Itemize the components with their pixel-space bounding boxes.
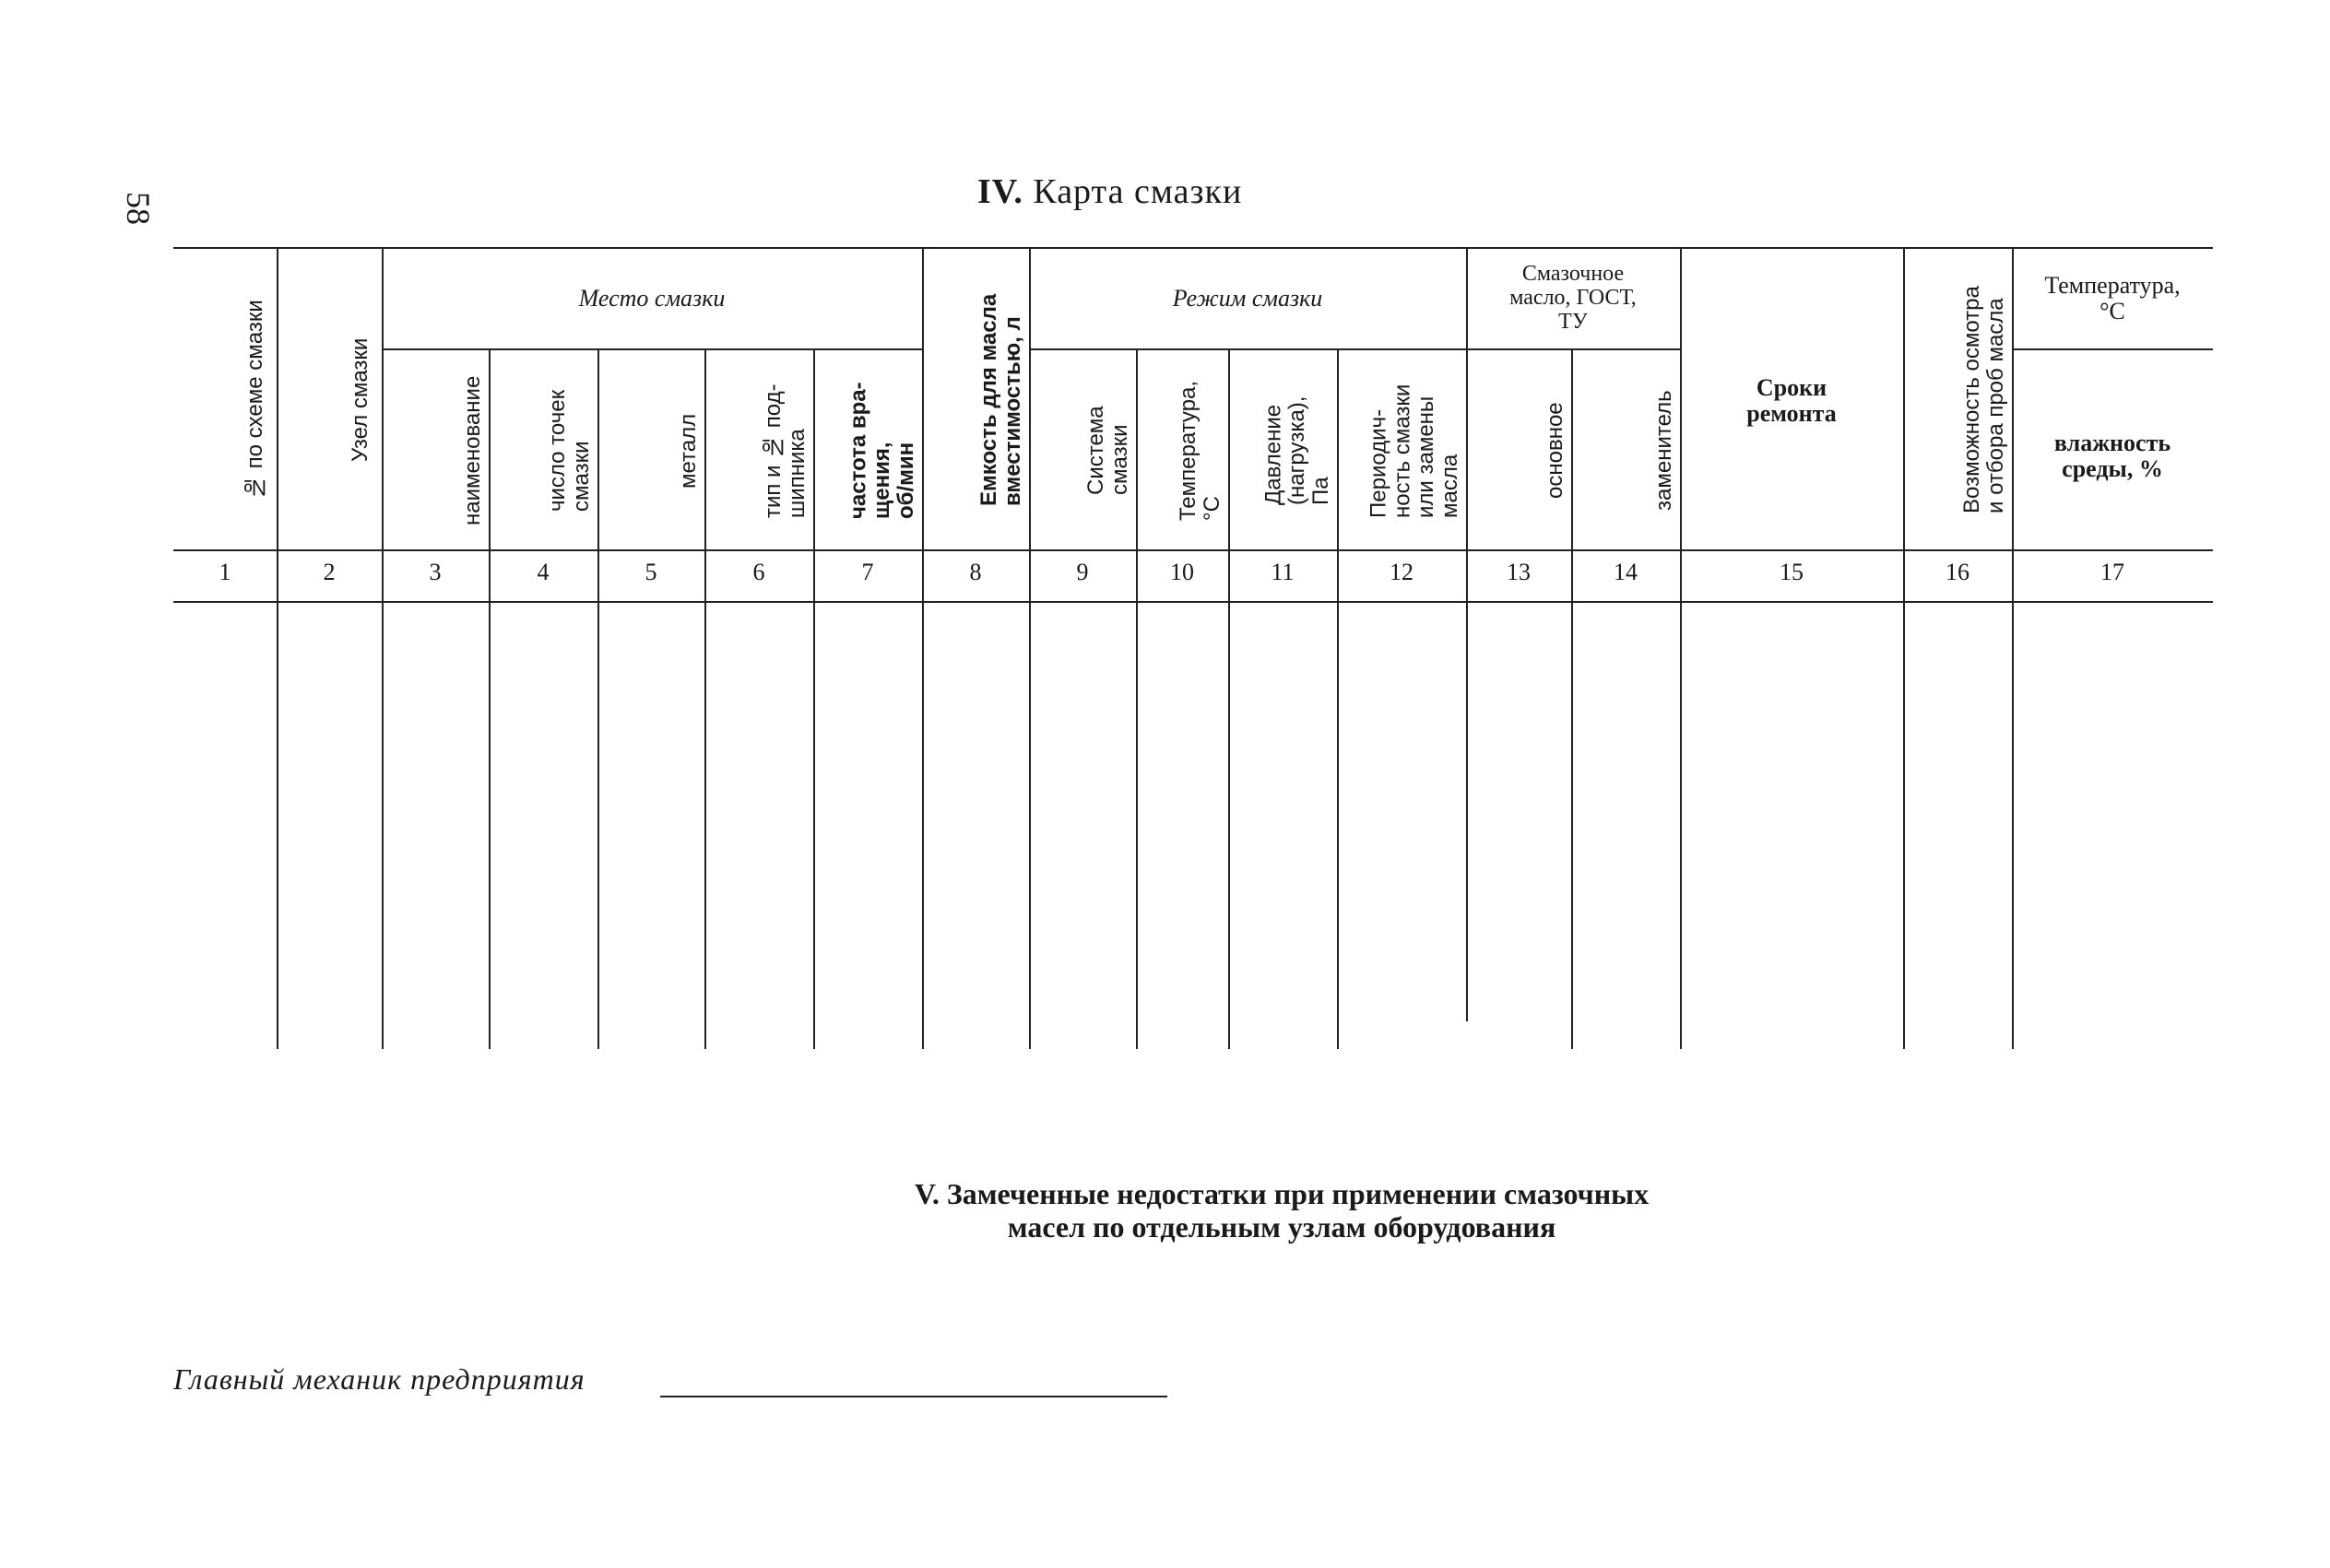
column-number-13: 13 <box>1507 559 1531 585</box>
section5-title <box>682 1178 1881 1244</box>
column-number-4: 4 <box>537 559 550 585</box>
header-metal: металл <box>676 413 702 489</box>
number-row-bottom-rule <box>173 601 2213 603</box>
header-bearing-type: тип и № под- шипника <box>761 383 810 518</box>
header-lubrication-system: Система смазки <box>1083 406 1133 496</box>
column-number-16: 16 <box>1946 559 1969 585</box>
column-number-12: 12 <box>1390 559 1413 585</box>
header-main-oil: основное <box>1543 402 1568 500</box>
header-bottom-rule <box>173 549 2213 551</box>
vrule-4 <box>489 348 491 1049</box>
column-number-3: 3 <box>429 559 442 585</box>
signature-line <box>660 1396 1167 1397</box>
group-rule-oil <box>1466 348 1680 350</box>
header-pressure: Давление (нагрузка), Па <box>1260 395 1334 506</box>
header-substitute-oil: заменитель <box>1651 390 1677 512</box>
header-oil-capacity: Емкость для масла вместимостью, л <box>976 293 1026 507</box>
column-number-5: 5 <box>645 559 657 585</box>
header-lubrication-unit: Узел смазки <box>348 337 373 463</box>
column-number-8: 8 <box>969 559 982 585</box>
section5-line-2: масел по отдельным узлам оборудования <box>1007 1209 1556 1244</box>
header-repair-terms: Сроки ремонта <box>1746 373 1837 427</box>
group-rule-mode <box>1029 348 1466 350</box>
vrule-6 <box>704 348 706 1049</box>
header-group-lubrication-mode: Режим смазки <box>1172 284 1323 312</box>
column-number-15: 15 <box>1780 559 1804 585</box>
vrule-7 <box>813 348 815 1049</box>
vrule-13 <box>1466 247 1468 1021</box>
column-number-1: 1 <box>219 559 231 585</box>
section4-text: Карта смазки <box>1033 172 1243 211</box>
vrule-17 <box>2012 247 2014 1049</box>
vrule-11 <box>1228 348 1230 1049</box>
section5-line-1: V. Замеченные недостатки при применении смазочных <box>914 1177 1650 1210</box>
page-number: 58 <box>120 192 157 225</box>
header-rotation-frequency: частота вра- щения, об/мин <box>846 382 919 520</box>
vrule-2 <box>277 247 278 1049</box>
column-number-11: 11 <box>1271 559 1295 585</box>
column-number-17: 17 <box>2100 559 2124 585</box>
table-top-rule <box>173 247 2213 249</box>
header-inspection-possibility: Возможность осмотра и отбора проб масла <box>1959 286 2009 514</box>
section4-title <box>977 171 1242 212</box>
vrule-10 <box>1136 348 1138 1049</box>
header-group-temperature: Температура, °С <box>2044 271 2181 324</box>
signature-label: Главный механик предприятия <box>173 1362 585 1396</box>
column-number-6: 6 <box>752 559 765 585</box>
header-points-count: число точек смазки <box>545 389 595 513</box>
section4-number: IV. <box>977 172 1023 211</box>
header-group-lubricating-oil: Смазочное масло, ГОСТ, ТУ <box>1509 262 1637 334</box>
group-rule-temp <box>2012 348 2213 350</box>
header-temperature: Температура, °С <box>1176 380 1225 522</box>
vrule-5 <box>597 348 599 1049</box>
header-name: наименование <box>460 375 486 526</box>
header-scheme-number: № по схеме смазки <box>242 300 268 501</box>
column-number-9: 9 <box>1076 559 1089 585</box>
vrule-3 <box>382 247 384 1049</box>
group-rule-place <box>382 348 922 350</box>
vrule-14 <box>1571 348 1573 1049</box>
header-group-lubrication-place: Место смазки <box>578 284 726 312</box>
column-number-14: 14 <box>1614 559 1638 585</box>
column-number-2: 2 <box>323 559 336 585</box>
vrule-9 <box>1029 247 1031 1049</box>
column-number-10: 10 <box>1170 559 1194 585</box>
header-periodicity: Периодич- ность смазки или замены масла <box>1366 383 1463 518</box>
vrule-8 <box>922 247 924 1049</box>
header-humidity: влажность среды, % <box>2053 429 2171 482</box>
column-number-7: 7 <box>861 559 874 585</box>
vrule-12 <box>1337 348 1339 1049</box>
vrule-16 <box>1903 247 1905 1049</box>
